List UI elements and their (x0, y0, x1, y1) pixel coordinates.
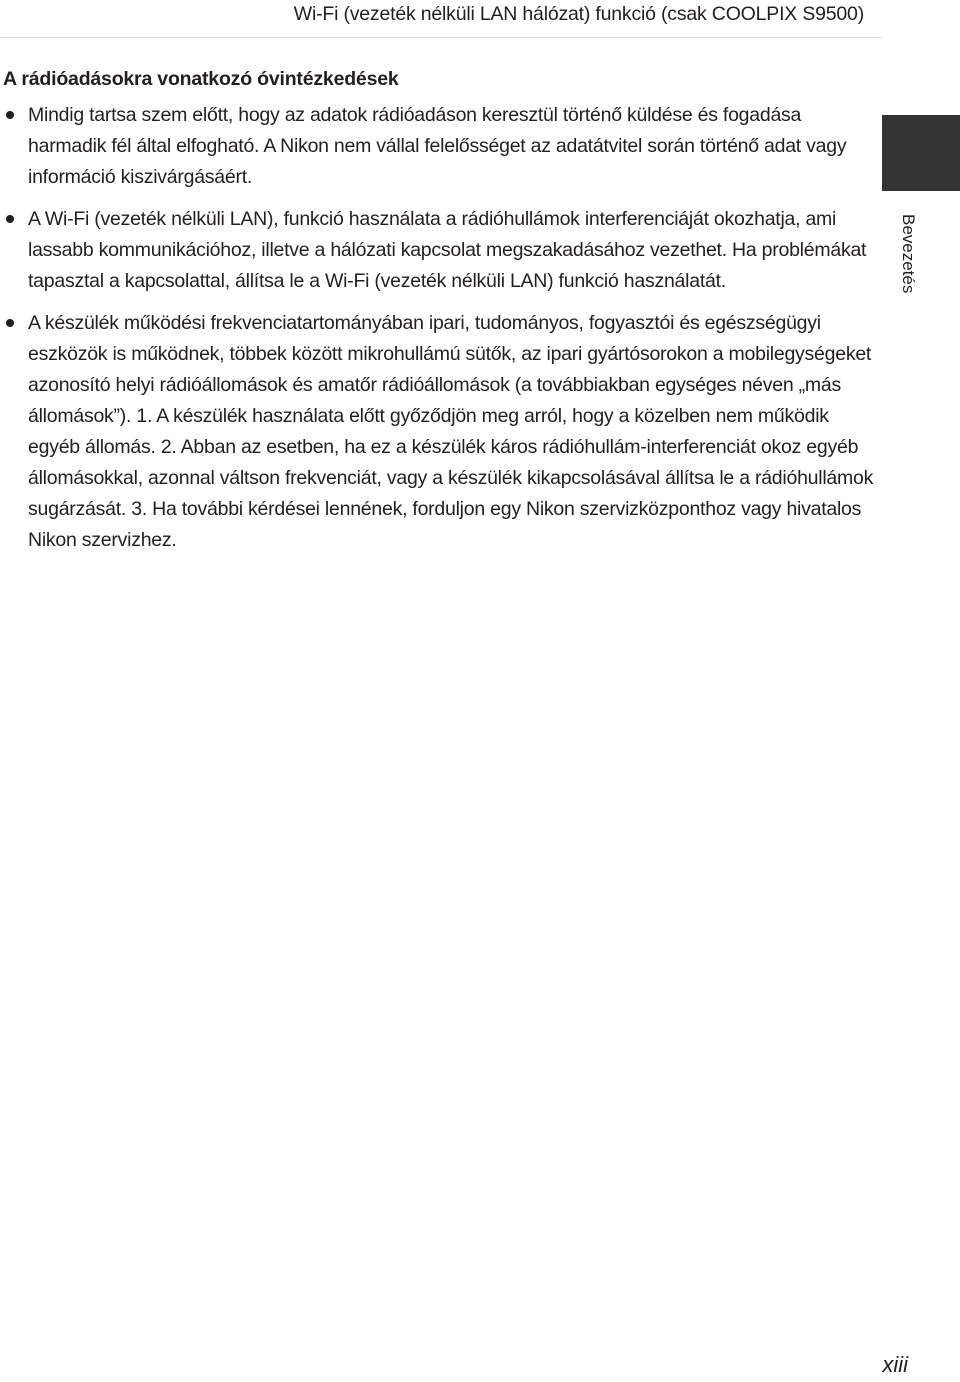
list-item (0, 100, 878, 193)
list-item (0, 204, 878, 297)
bullet-icon (6, 111, 14, 119)
bullet-icon (6, 319, 14, 327)
running-header: Wi-Fi (vezeték nélküli LAN hálózat) funkció (csak COOLPIX S9500) (293, 3, 864, 25)
precautions-list (0, 100, 878, 567)
list-item-text: Mindig tartsa szem előtt, hogy az adatok rádióadáson keresztül történő küldése és fogadása harmadik fél által elfogható. A Nikon nem vállal felelősséget az adatátvitel során történő adat vagy információ kiszivárgásáért. (28, 104, 847, 188)
list-item (0, 308, 878, 556)
chapter-tab-label: Bevezetés (899, 214, 918, 294)
list-item-text: A készülék működési frekvenciatartományában ipari, tudományos, fogyasztói és egészségügyi eszközök is működnek, többek között mikrohullámú sütők, az ipari gyártósorokon a mobilegységeket azonosító helyi rádióállomások és amatőr rádióállomások (a továbbiakban egységes néven „más állomások”). 1. A készülék használata előtt győződjön meg arról, hogy a közelben nem működik egyéb állomás. 2. Abban az esetben, ha ez a készülék káros rádióhullám-interferenciát okoz egyéb állomásokkal, azonnal váltson frekvenciát, vagy a készülék kikapcsolásával állítsa le a rádióhullámok sugárzását. 3. Ha további kérdései lennének, forduljon egy Nikon szervizközponthoz vagy hivatalos Nikon szervizhez. (28, 312, 874, 551)
bullet-icon (6, 215, 14, 223)
page-number: xiii (882, 1352, 908, 1377)
chapter-tab-marker (882, 115, 960, 191)
list-item-text: A Wi-Fi (vezeték nélküli LAN), funkció használata a rádióhullámok interferenciáját okozhatja, ami lassabb kommunikációhoz, illetve a hálózati kapcsolat megszakadásához vezethet. Ha problémákat tapasztal a kapcsolattal, állítsa le a Wi-Fi (vezeték nélküli LAN) funkció használatát. (28, 208, 867, 292)
section-heading: A rádióadásokra vonatkozó óvintézkedések (3, 68, 399, 90)
header-rule (0, 37, 882, 38)
